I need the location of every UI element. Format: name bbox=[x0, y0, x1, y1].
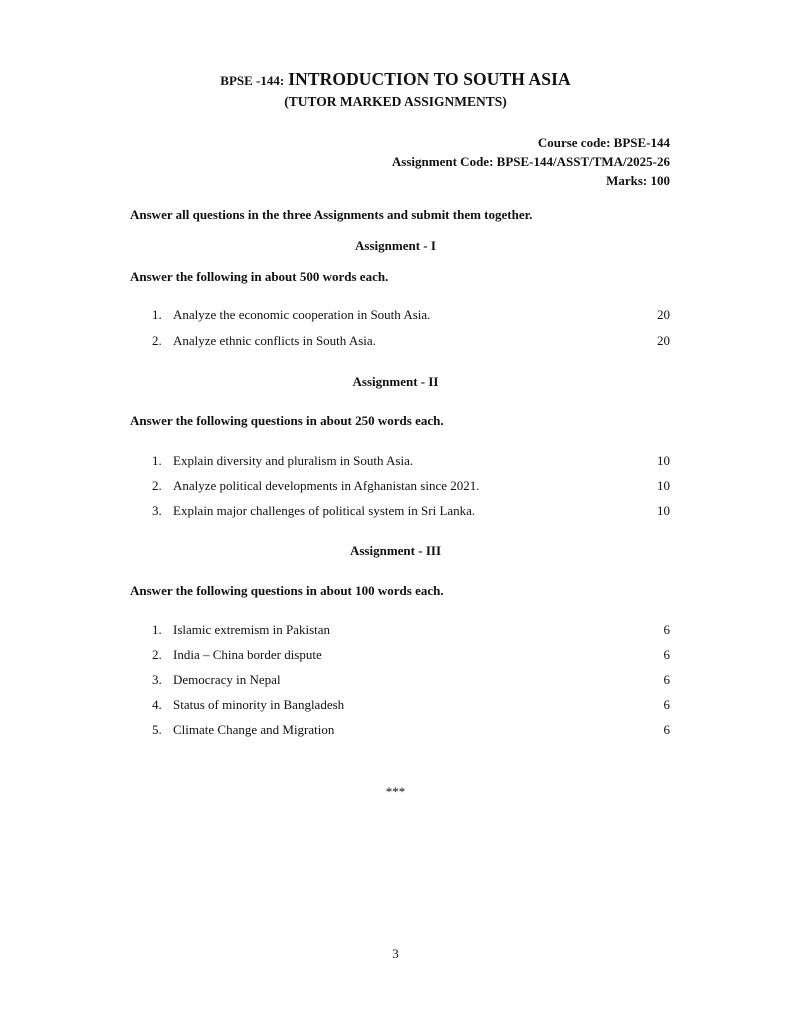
assignment-3-heading: Assignment - III bbox=[349, 543, 441, 558]
question-text: Explain diversity and pluralism in South Asia. bbox=[173, 453, 414, 468]
question-row bbox=[152, 647, 670, 665]
course-code-line: Course code: BPSE-144 bbox=[537, 135, 670, 150]
assignment-code-line: Assignment Code: BPSE-144/ASST/TMA/2025-26 bbox=[391, 154, 670, 169]
question-number: 4. bbox=[152, 697, 162, 712]
question-row bbox=[152, 697, 670, 715]
question-number: 1. bbox=[152, 453, 162, 468]
page-number: 3 bbox=[392, 946, 399, 961]
question-row bbox=[152, 307, 670, 325]
question-number: 3. bbox=[152, 672, 162, 687]
question-row bbox=[152, 622, 670, 640]
question-marks: 10 bbox=[657, 503, 670, 518]
page-subtitle: (TUTOR MARKED ASSIGNMENTS) bbox=[284, 94, 507, 109]
question-number: 3. bbox=[152, 503, 162, 518]
question-marks: 6 bbox=[663, 622, 670, 637]
general-instruction: Answer all questions in the three Assignments and submit them together. bbox=[130, 207, 533, 222]
assignment-3-instruction: Answer the following questions in about 100 words each. bbox=[130, 583, 444, 598]
question-row bbox=[152, 333, 670, 351]
question-row bbox=[152, 672, 670, 690]
question-text: India – China border dispute bbox=[173, 647, 322, 662]
course-title: INTRODUCTION TO SOUTH ASIA bbox=[288, 69, 571, 89]
end-separator: *** bbox=[385, 784, 406, 799]
assignment-2-heading: Assignment - II bbox=[352, 374, 439, 389]
question-row bbox=[152, 478, 670, 496]
question-row bbox=[152, 722, 670, 740]
assignment-1-instruction: Answer the following in about 500 words each. bbox=[130, 269, 389, 284]
question-marks: 10 bbox=[657, 478, 670, 493]
question-marks: 6 bbox=[663, 697, 670, 712]
question-marks: 20 bbox=[657, 307, 670, 322]
question-marks: 6 bbox=[663, 722, 670, 737]
marks-line: Marks: 100 bbox=[606, 173, 670, 188]
question-number: 5. bbox=[152, 722, 162, 737]
question-number: 2. bbox=[152, 478, 162, 493]
question-number: 2. bbox=[152, 333, 162, 348]
question-text: Status of minority in Bangladesh bbox=[173, 697, 345, 712]
question-marks: 6 bbox=[663, 647, 670, 662]
question-text: Analyze political developments in Afghanistan since 2021. bbox=[173, 478, 480, 493]
question-row bbox=[152, 503, 670, 521]
question-number: 2. bbox=[152, 647, 162, 662]
question-marks: 10 bbox=[657, 453, 670, 468]
question-text: Climate Change and Migration bbox=[173, 722, 335, 737]
assignment-1-heading: Assignment - I bbox=[355, 238, 436, 253]
question-text: Analyze the economic cooperation in South Asia. bbox=[173, 307, 431, 322]
course-code-prefix: BPSE -144: bbox=[220, 73, 285, 88]
question-marks: 6 bbox=[663, 672, 670, 687]
assignment-2-instruction: Answer the following questions in about 250 words each. bbox=[130, 413, 444, 428]
question-row bbox=[152, 453, 670, 471]
question-number: 1. bbox=[152, 307, 162, 322]
question-text: Analyze ethnic conflicts in South Asia. bbox=[173, 333, 376, 348]
page-title bbox=[0, 69, 791, 90]
question-number: 1. bbox=[152, 622, 162, 637]
question-text: Islamic extremism in Pakistan bbox=[173, 622, 331, 637]
question-text: Democracy in Nepal bbox=[173, 672, 281, 687]
question-marks: 20 bbox=[657, 333, 670, 348]
question-text: Explain major challenges of political system in Sri Lanka. bbox=[173, 503, 476, 518]
